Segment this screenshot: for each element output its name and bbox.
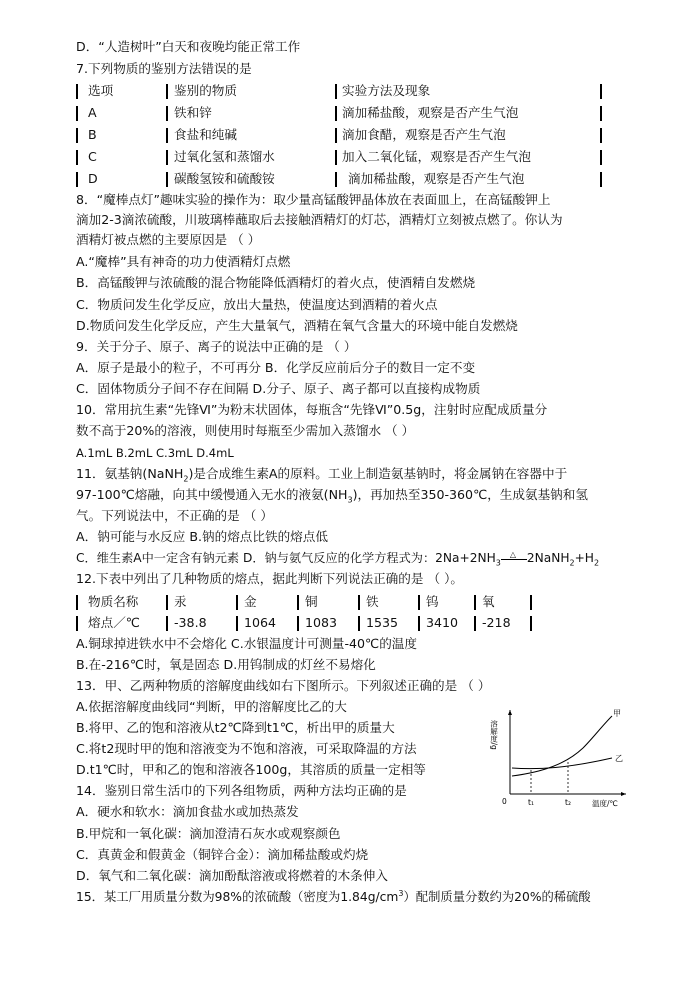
curve-yi [512,758,612,769]
question-10-line-1: 10．常用抗生素“先锋Ⅵ”为粉末状固体，每瓶含“先锋Ⅵ”0.5g，注射时应配成质量分 [76,402,548,417]
table-cell: 食盐和纯碱 [174,127,237,142]
question-8-option-a: A.“魔棒”具有神奇的功力使酒精灯点燃 [76,254,291,269]
question-12-options-ac: A.铜球掉进铁水中不会熔化 C.水银温度计可测量-40℃的温度 [76,636,417,651]
table-cell: -38.8 [174,615,207,630]
line-d-artificial-leaf: D．“人造树叶”白天和夜晚均能正常工作 [76,39,301,54]
question-10-options: A.1mL B.2mL C.3mL D.4mL [76,446,234,460]
question-7: 7.下列物质的鉴别方法错误的是 [76,61,252,76]
question-13-option-a: A.依据溶解度曲线同“判断，甲的溶解度比乙的大 [76,699,347,714]
table-cell: 物质名称 [88,594,139,609]
table-cell: 1535 [366,615,399,630]
question-11-line-1: 11．氨基钠(NaNH$_2$)是合成维生素A的原料。工业上制造氨基钠时，将金属钠在容器中于 [76,466,568,484]
question-12-options-bd: B.在-216℃时，氧是固态 D.用钨制成的灯丝不易熔化 [76,657,376,672]
question-11-line-3: 气。下列说法中，不正确的是 （ ） [76,508,273,523]
table-cell: 铜 [305,594,318,609]
question-10-line-2: 数不高于20%的溶液，则使用时每瓶至少需加入蒸馏水 （ ） [76,423,415,438]
table-cell: 鉴别的物质 [174,83,237,98]
question-13-option-c: C.将t2现时甲的饱和溶液变为不饱和溶液，可采取降温的方法 [76,741,417,756]
table-cell: -218 [482,615,511,630]
table-cell: 滴加稀盐酸，观察是否产生气泡 [342,105,519,120]
table-cell: 加入二氧化锰，观察是否产生气泡 [342,149,531,164]
graph-t2: t₂ [565,798,571,807]
table-cell: A [88,105,97,120]
table-cell: C [88,149,97,164]
table-cell: 1083 [305,615,338,630]
question-14-option-b: B.甲烷和一氧化碳：滴加澄清石灰水或观察颜色 [76,826,341,841]
question-14: 14．鉴别日常生活巾的下列各组物质，两种方法均正确的是 [76,783,407,798]
graph-origin: 0 [502,797,507,806]
table-cell: 1064 [244,615,277,630]
solubility-curve-figure [488,706,630,810]
graph-t1: t₁ [528,798,534,807]
question-13-option-b: B.将甲、乙的饱和溶液从t2℃降到t1℃，析出甲的质量大 [76,720,395,735]
question-15: 15．某工厂用质量分数为98%的浓硫酸（密度为$1.84g/cm^3$）配制质量分数约为20%的稀硫酸 [76,888,591,904]
table-cell: 熔点／℃ [88,615,140,630]
graph-xlabel: 温度/℃ [592,799,618,808]
table-cell: 过氧化氢和蒸馏水 [174,149,275,164]
question-14-option-c: C．真黄金和假黄金（铜锌合金）：滴加稀盐酸或灼烧 [76,847,369,862]
question-11-options-ab: A．钠可能与水反应 B.钠的熔点比铁的熔点低 [76,529,328,544]
question-8-option-c: C．物质问发生化学反应，放出大量热，使温度达到酒精的着火点 [76,297,438,312]
question-14-option-d: D．氧气和二氧化碳：滴加酚酞溶液或将燃着的木条伸入 [76,868,388,883]
table-cell: 实验方法及现象 [342,83,431,98]
table-cell: D [88,171,98,186]
table-cell: 氧 [482,594,495,609]
question-9-options-cd: C．固体物质分子间不存在间隔 D.分子、原子、离子都可以直接构成物质 [76,381,481,396]
table-cell: 铁 [366,594,379,609]
series-label-yi: 乙 [615,754,623,763]
table-cell: 3410 [426,615,459,630]
question-12: 12.下表中列出了几种物质的熔点，据此判断下列说法正确的是 （ ）。 [76,571,463,586]
table-cell: B [88,127,97,142]
question-9: 9．关于分子、原子、离子的说法中正确的是 （ ） [76,339,357,354]
question-8-line-1: 8．“魔棒点灯”趣味实验的操作为：取少量高锰酸钾晶体放在表面皿上，在高锰酸钾上 [76,192,551,207]
table-cell: 铁和锌 [174,105,212,120]
table-cell: 金 [244,594,257,609]
question-8-line-3: 酒精灯被点燃的主要原因是 （ ） [76,232,261,247]
question-8-line-2: 滴加2-3滴浓硫酸，川玻璃棒蘸取后去接触酒精灯的灯芯，酒精灯立刻被点燃了。你认为 [76,212,563,227]
table-cell: 选项 [88,83,114,98]
question-8-option-b: B．高锰酸钾与浓硫酸的混合物能降低酒精灯的着火点，使酒精自发燃烧 [76,275,476,290]
graph-ylabel: 溶解度/g [489,720,499,750]
question-8-option-d: D.物质问发生化学反应，产生大量氧气，酒精在氧气含量大的环境中能自发燃烧 [76,318,518,333]
table-cell: 钨 [426,594,439,609]
series-label-jia: 甲 [613,709,621,718]
table-cell: 汞 [174,594,187,609]
question-9-options-ab: A．原子是最小的粒子，不可再分 B．化学反应前后分子的数目一定不变 [76,360,476,375]
question-13: 13．甲、乙两种物质的溶解度曲线如右下图所示。下列叙述正确的是 （ ） [76,678,491,693]
question-13-option-d: D.t1℃时，甲和乙的饱和溶液各100g，其溶质的质量一定相等 [76,762,426,777]
reaction-arrow: △ [501,554,527,564]
question-14-option-a: A．硬水和软水：滴加食盐水或加热蒸发 [76,804,299,819]
question-11-options-cd: C．维生素A中一定含有钠元素 D．钠与氨气反应的化学方程式为：$2Na+2NH_3$ △ $2NaNH_2+H_2$ [76,549,600,568]
table-cell: 碳酸氢铵和硫酸铵 [174,171,275,186]
question-11-line-2: 97-100℃熔融，向其中缓慢通入无水的液氨$(NH_3)$，再加热至350-360℃，生成氨基钠和氢 [76,487,588,505]
table-cell: 滴加食醋，观察是否产生气泡 [342,127,506,142]
table-cell: 滴加稀盐酸，观察是否产生气泡 [348,171,525,186]
